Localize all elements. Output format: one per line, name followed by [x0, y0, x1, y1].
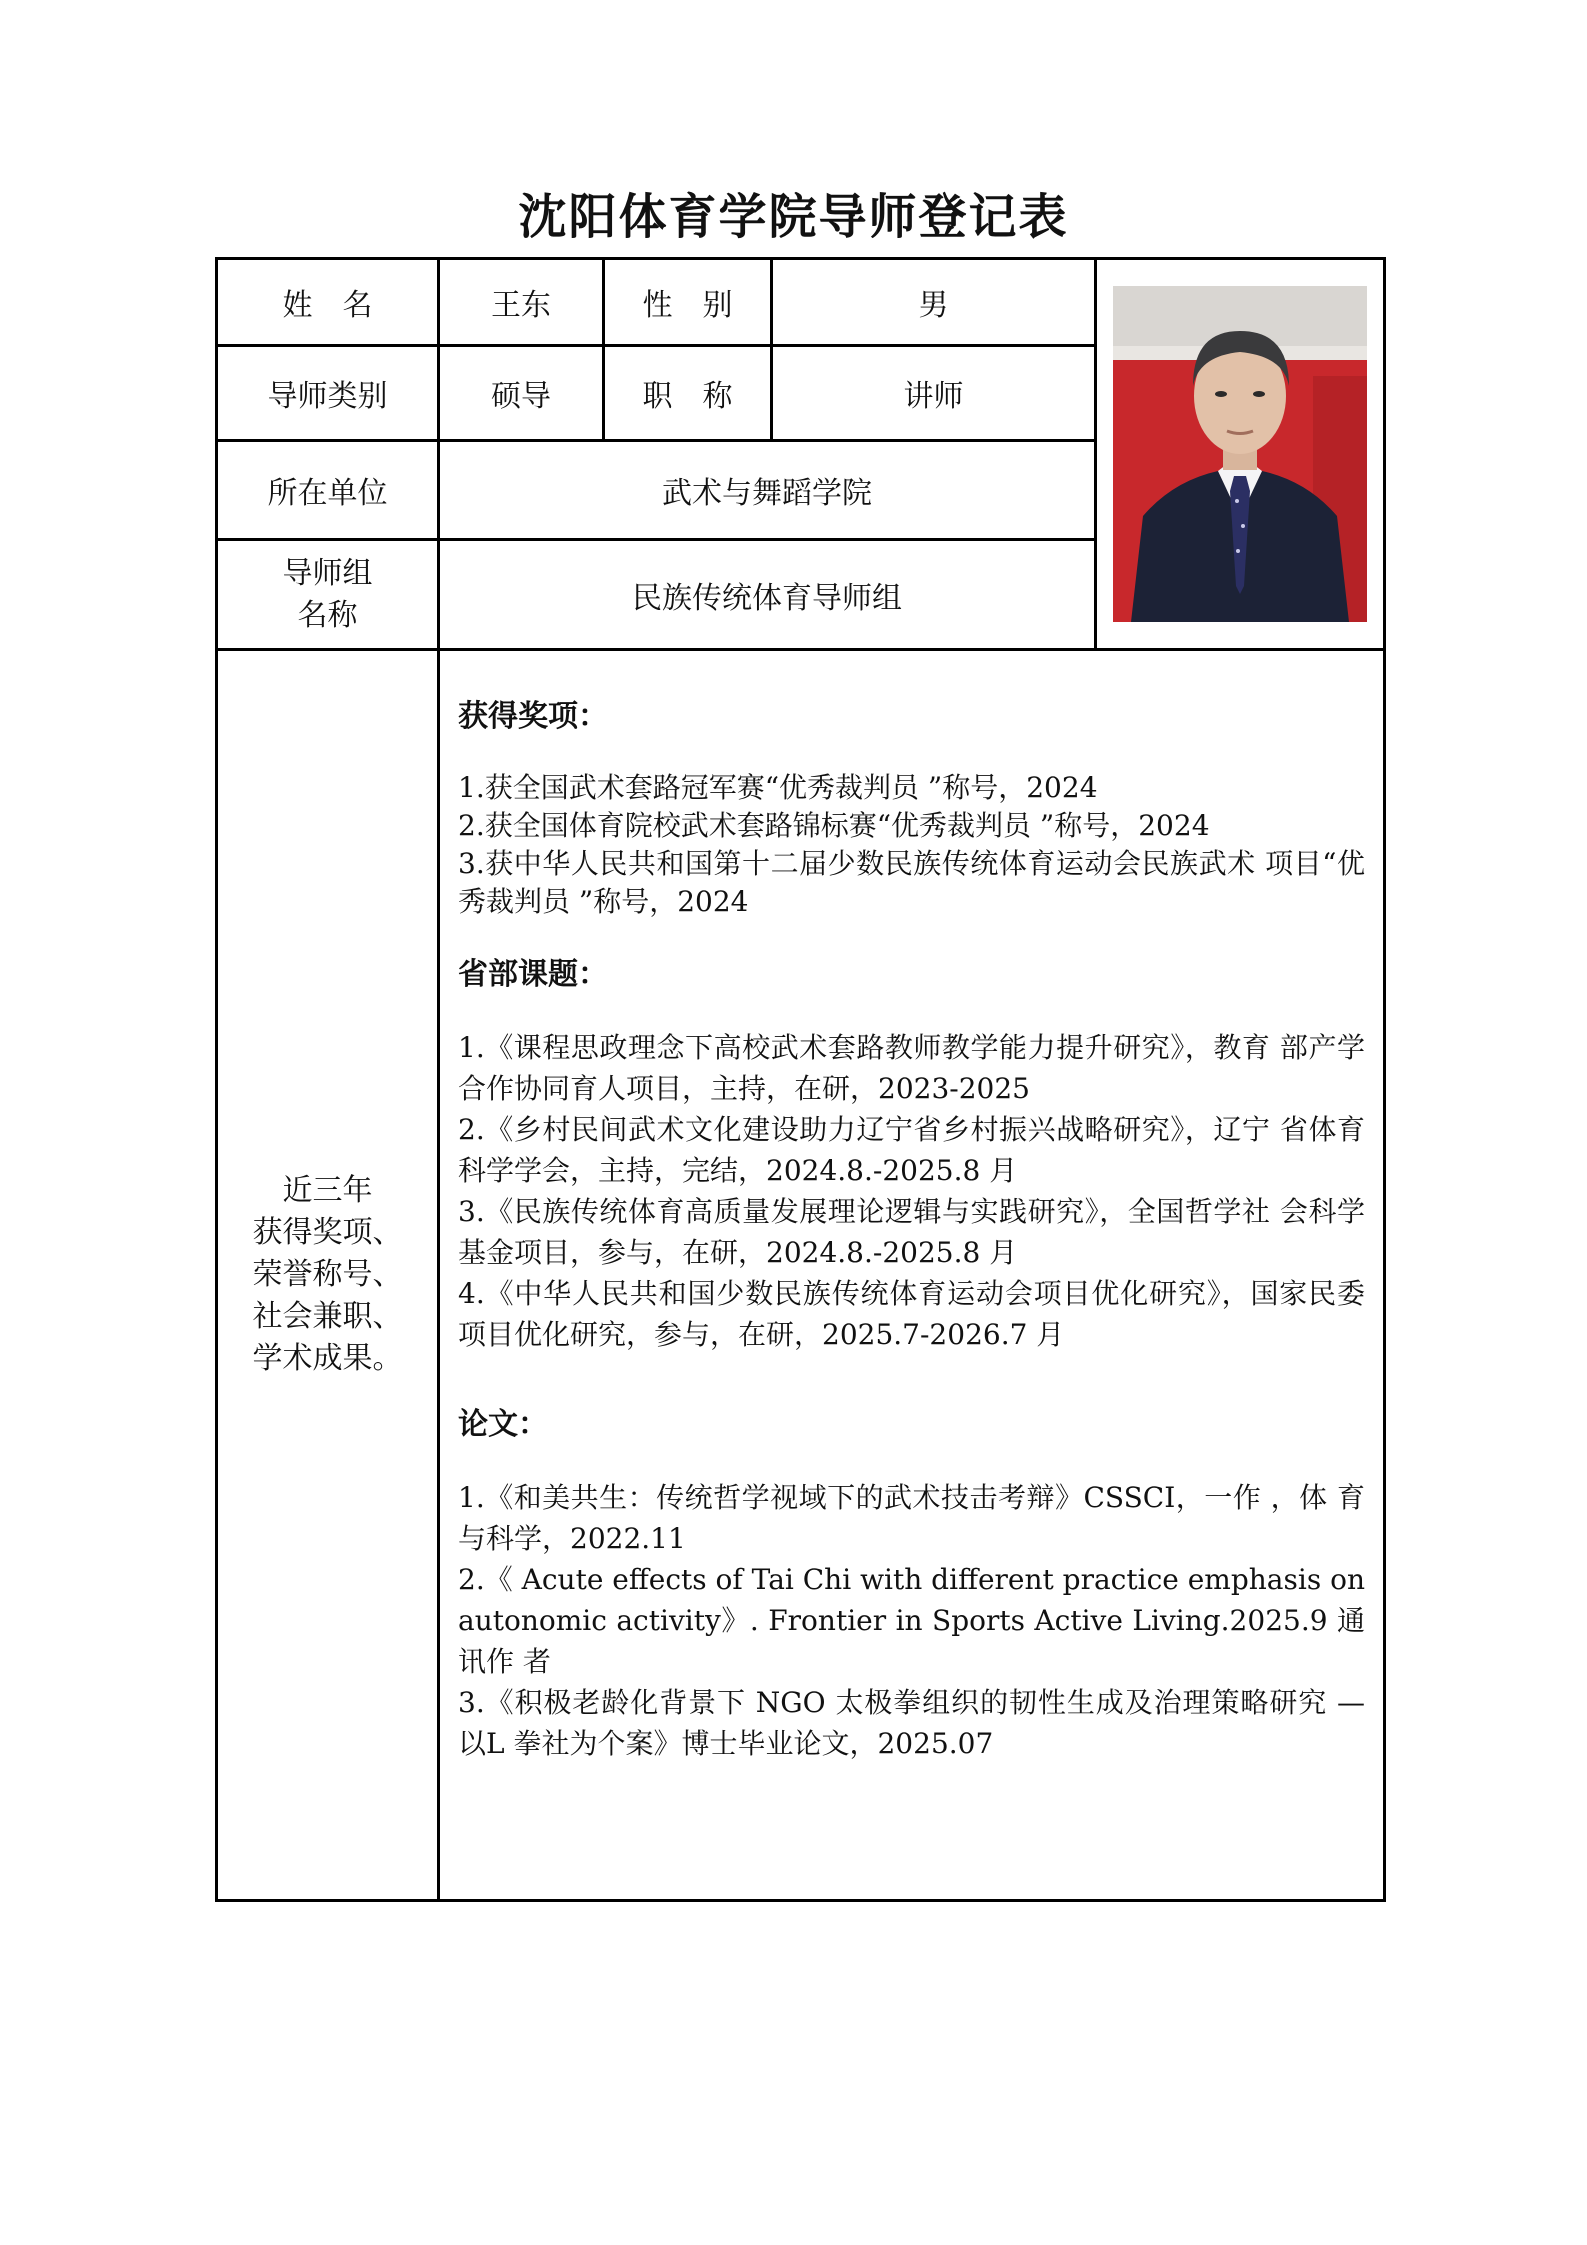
- registration-table: [215, 257, 1386, 1902]
- gender-label: 性 别: [604, 259, 772, 346]
- rank-label: 职 称: [604, 346, 772, 441]
- achievements-label-line: 获得奖项、: [252, 1215, 403, 1250]
- group-label-line1: 导师组: [282, 555, 373, 591]
- type-value: 硕导: [439, 346, 604, 441]
- papers-list: [458, 1477, 1365, 1764]
- papers-heading: 论文：: [458, 1407, 548, 1442]
- achievements-content: [439, 650, 1385, 1901]
- unit-value: 武术与舞蹈学院: [439, 441, 1096, 540]
- portrait-photo: [1113, 286, 1367, 622]
- achievements-label-line: 近三年: [282, 1173, 373, 1208]
- awards-heading: 获得奖项：: [458, 699, 608, 734]
- achievements-label-line: 社会兼职、: [252, 1299, 403, 1334]
- type-label: 导师类别: [217, 346, 439, 441]
- project-item: 2.《乡村民间武术文化建设助力辽宁省乡村振兴战略研究》，辽宁 省体育科学学会，主持，完结，2024.8.-2025.8 月: [458, 1113, 1365, 1187]
- group-value: 民族传统体育导师组: [439, 540, 1096, 650]
- project-item: 4.《中华人民共和国少数民族传统体育运动会项目优化研究》，国家民委项目优化研究，参与，在研，2025.7-2026.7 月: [458, 1277, 1365, 1351]
- paper-item: 3.《积极老龄化背景下 NGO 太极拳组织的韧性生成及治理策略研究 —以L 拳社为个案》博士毕业论文，2025.07: [458, 1686, 1365, 1760]
- page-title: 沈阳体育学院导师登记表: [518, 189, 1069, 245]
- unit-label: 所在单位: [217, 441, 439, 540]
- group-label-line2: 名称: [297, 597, 358, 633]
- award-item: 3.获中华人民共和国第十二届少数民族传统体育运动会民族武术 项目“优秀裁判员 ”称号，2024: [458, 847, 1365, 918]
- achievements-label-line: 荣誉称号、: [252, 1257, 403, 1292]
- paper-item: 1.《和美共生：传统哲学视域下的武术技击考辩》CSSCI，一作 ，体 育与科学，2022.11: [458, 1481, 1365, 1555]
- photo-cell: [1096, 259, 1385, 650]
- award-item: 2.获全国体育院校武术套路锦标赛“优秀裁判员 ”称号，2024: [458, 809, 1210, 842]
- rank-value: 讲师: [772, 346, 1096, 441]
- award-item: 1.获全国武术套路冠军赛“优秀裁判员 ”称号，2024: [458, 771, 1098, 804]
- project-item: 1.《课程思政理念下高校武术套路教师教学能力提升研究》，教育 部产学合作协同育人项目，主持，在研，2023-2025: [458, 1031, 1365, 1105]
- projects-heading: 省部课题：: [458, 957, 608, 992]
- awards-list: [458, 769, 1365, 921]
- achievements-label-line: 学术成果。: [252, 1341, 403, 1376]
- paper-item: 2.《 Acute effects of Tai Chi with different practice emphasis on autonomic activity》. Frontier in Sports Active Living.2025.9 通讯作 者: [458, 1563, 1365, 1678]
- gender-value: 男: [772, 259, 1096, 346]
- achievements-label: [217, 650, 439, 1901]
- projects-list: [458, 1027, 1365, 1355]
- name-label: 姓 名: [217, 259, 439, 346]
- project-item: 3.《民族传统体育高质量发展理论逻辑与实践研究》，全国哲学社 会科学基金项目，参与，在研，2024.8.-2025.8 月: [458, 1195, 1365, 1269]
- name-value: 王东: [439, 259, 604, 346]
- group-label: [217, 540, 439, 650]
